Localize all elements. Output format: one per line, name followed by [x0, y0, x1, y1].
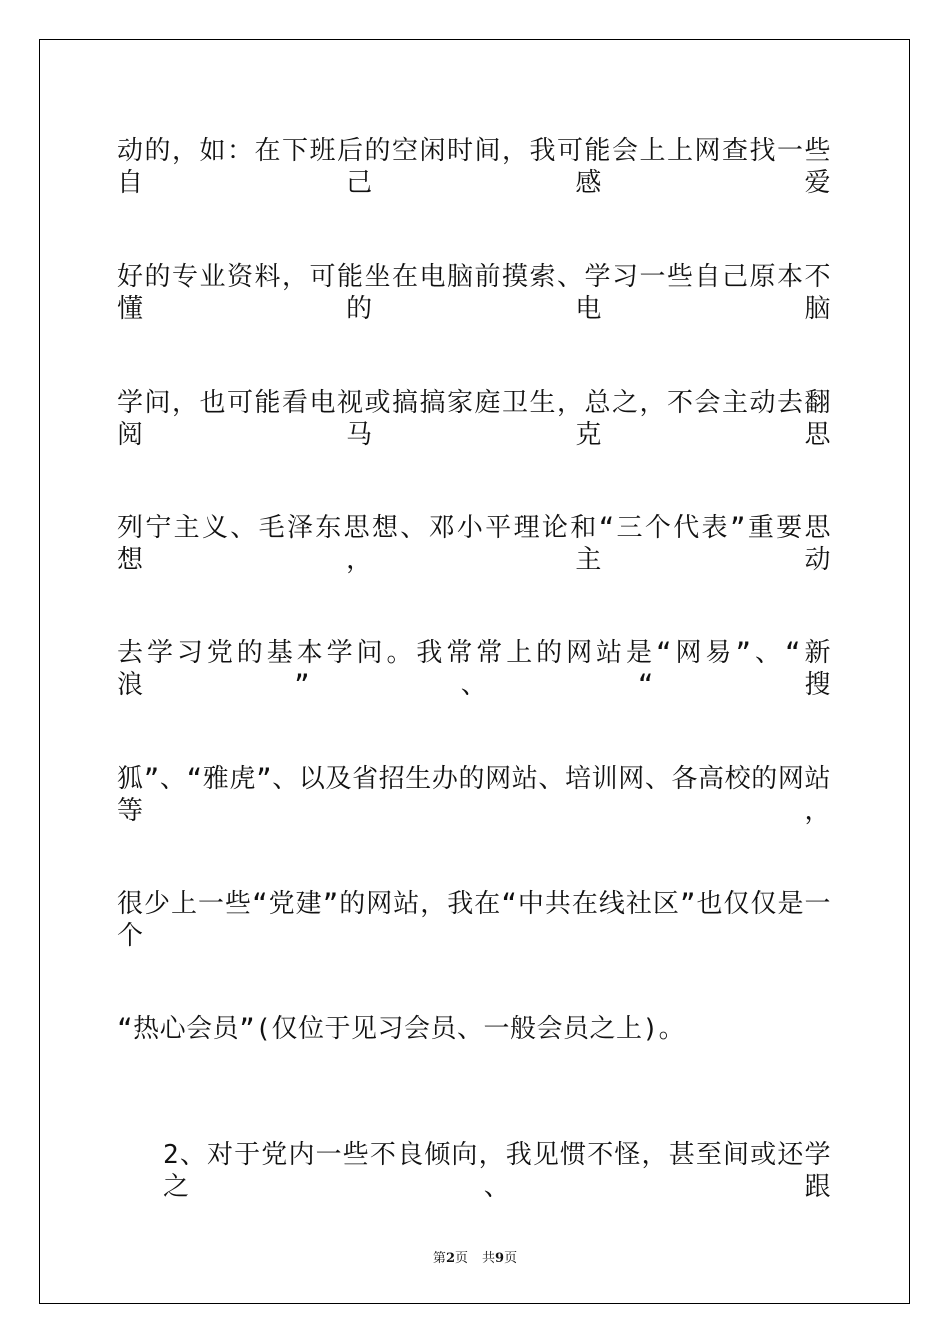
text-line-2: 好的专业资料，可能坐在电脑前摸索、学习一些自己原本不懂的电脑: [117, 262, 831, 324]
page-suffix: 页: [454, 1251, 468, 1266]
total-pages-number: 9: [495, 1251, 505, 1266]
text-line-4: 列宁主义、毛泽东思想、邓小平理论和“三个代表”重要思想，主动: [117, 513, 831, 575]
text-line-3: 学问，也可能看电视或搞搞家庭卫生，总之，不会主动去翻阅马克思: [117, 388, 831, 450]
text-line-8: “热心会员”(仅位于见习会员、一般会员之上)。: [117, 1014, 686, 1044]
total-prefix: 共: [482, 1251, 496, 1266]
text-line-6: 狐”、“雅虎”、以及省招生办的网站、培训网、各高校的网站等，: [117, 764, 831, 826]
total-suffix: 页: [504, 1251, 518, 1266]
page-footer: [0, 1247, 950, 1266]
text-line-1: 动的，如：在下班后的空闲时间，我可能会上上网查找一些自己感爱: [117, 136, 831, 198]
current-page-number: 2: [445, 1251, 455, 1266]
text-line-5: 去学习党的基本学问。我常常上的网站是“网易”、“新浪”、“搜: [117, 638, 831, 700]
paragraph-2-first-line: 2、对于党内一些不良倾向，我见惯不怪，甚至间或还学之、跟: [163, 1140, 831, 1202]
text-line-7: 很少上一些“党建”的网站，我在“中共在线社区”也仅仅是一个: [117, 889, 831, 951]
page-prefix: 第: [432, 1251, 446, 1266]
